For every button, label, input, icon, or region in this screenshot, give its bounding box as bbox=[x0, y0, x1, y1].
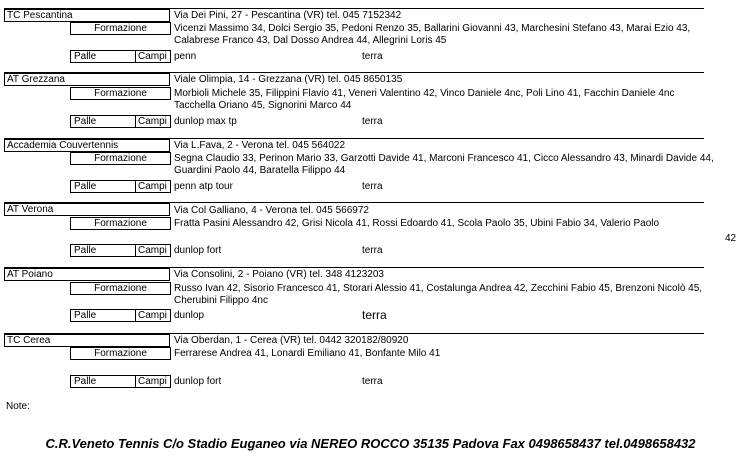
club-players: Fratta Pasini Alessandro 42, Grisi Nicola 41, Rossi Edoardo 41, Scola Paolo 35, Ubini Fabio 34, Valerio Paolo bbox=[174, 218, 660, 229]
club-address: Via Dei Pini, 27 - Pescantina (VR) tel. 045 7152342 bbox=[174, 10, 402, 21]
footer-contact: C.R.Veneto Tennis C/o Stadio Euganeo via NEREO ROCCO 35135 Padova Fax 0498658437 tel.0498658432 bbox=[45, 436, 696, 451]
club-address: Via Col Galliano, 4 - Verona tel. 045 566972 bbox=[174, 205, 369, 216]
club-divider bbox=[4, 8, 704, 9]
club-name: AT Poiano bbox=[4, 268, 170, 281]
club-ball: dunlop bbox=[174, 310, 205, 321]
club-surface: terra bbox=[362, 181, 383, 192]
palle-label: Palle bbox=[70, 50, 136, 63]
club-surface: terra bbox=[362, 308, 387, 322]
formazione-label: Formazione bbox=[70, 87, 171, 100]
club-name: Accademia Couvertennis bbox=[4, 139, 170, 152]
club-ball: dunlop fort bbox=[174, 245, 222, 256]
formazione-label: Formazione bbox=[70, 347, 171, 360]
palle-label: Palle bbox=[70, 115, 136, 128]
club-surface: terra bbox=[362, 245, 383, 256]
palle-label: Palle bbox=[70, 309, 136, 322]
club-ball: penn bbox=[174, 51, 197, 62]
club-ball: dunlop fort bbox=[174, 376, 222, 387]
club-address: Via Consolini, 2 - Poiano (VR) tel. 348 4123203 bbox=[174, 269, 384, 280]
club-name: AT Grezzana bbox=[4, 73, 170, 86]
campi-label: Campi bbox=[135, 375, 171, 388]
formazione-label: Formazione bbox=[70, 22, 171, 35]
club-surface: terra bbox=[362, 51, 383, 62]
club-name: AT Verona bbox=[4, 203, 170, 216]
club-surface: terra bbox=[362, 116, 383, 127]
campi-label: Campi bbox=[135, 115, 171, 128]
campi-label: Campi bbox=[135, 180, 171, 193]
club-name: TC Cerea bbox=[4, 334, 170, 347]
club-players-overflow: 42 bbox=[725, 233, 737, 244]
note-label: Note: bbox=[6, 401, 30, 412]
formazione-label: Formazione bbox=[70, 217, 171, 230]
club-address: Via L.Fava, 2 - Verona tel. 045 564022 bbox=[174, 140, 346, 151]
club-address: Viale Olimpia, 14 - Grezzana (VR) tel. 045 8650135 bbox=[174, 74, 403, 85]
club-ball: penn atp tour bbox=[174, 181, 233, 192]
club-players: Vicenzi Massimo 34, Dolci Sergio 35, Pedoni Renzo 35, Ballarini Giovanni 43, Marchesini Stefano 43, Marai Ezio 43, Calabrese Franco 43, Dal Dosso Andrea 44, Allegrini Loris 45 bbox=[174, 23, 691, 46]
campi-label: Campi bbox=[135, 309, 171, 322]
palle-label: Palle bbox=[70, 180, 136, 193]
club-players: Segna Claudio 33, Perinon Mario 33, Garzotti Davide 41, Marconi Francesco 41, Cicco Alessandro 43, Minardi Davide 44, Guardini Paolo 44, Baratella Filippo 44 bbox=[174, 153, 714, 176]
club-players: Morbioli Michele 35, Filippini Flavio 41, Veneri Valentino 42, Vinco Daniele 4nc, Poli Lino 41, Facchin Daniele 4nc Tacchella Oriano 45, Signorini Marco 44 bbox=[174, 88, 675, 111]
club-name: TC Pescantina bbox=[4, 9, 170, 22]
formazione-label: Formazione bbox=[70, 282, 171, 295]
campi-label: Campi bbox=[135, 244, 171, 257]
club-ball: dunlop max tp bbox=[174, 116, 237, 127]
campi-label: Campi bbox=[135, 50, 171, 63]
club-players: Ferrarese Andrea 41, Lonardi Emiliano 41, Bonfante Milo 41 bbox=[174, 348, 441, 359]
formazione-label: Formazione bbox=[70, 152, 171, 165]
club-address: Via Oberdan, 1 - Cerea (VR) tel. 0442 320182/80920 bbox=[174, 335, 409, 346]
palle-label: Palle bbox=[70, 375, 136, 388]
club-surface: terra bbox=[362, 376, 383, 387]
palle-label: Palle bbox=[70, 244, 136, 257]
club-players: Russo Ivan 42, Sisorio Francesco 41, Storari Alessio 41, Costalunga Andrea 42, Zecchini Fabio 45, Brenzoni Nicolò 45, Cherubini Filippo 4nc bbox=[174, 283, 703, 306]
